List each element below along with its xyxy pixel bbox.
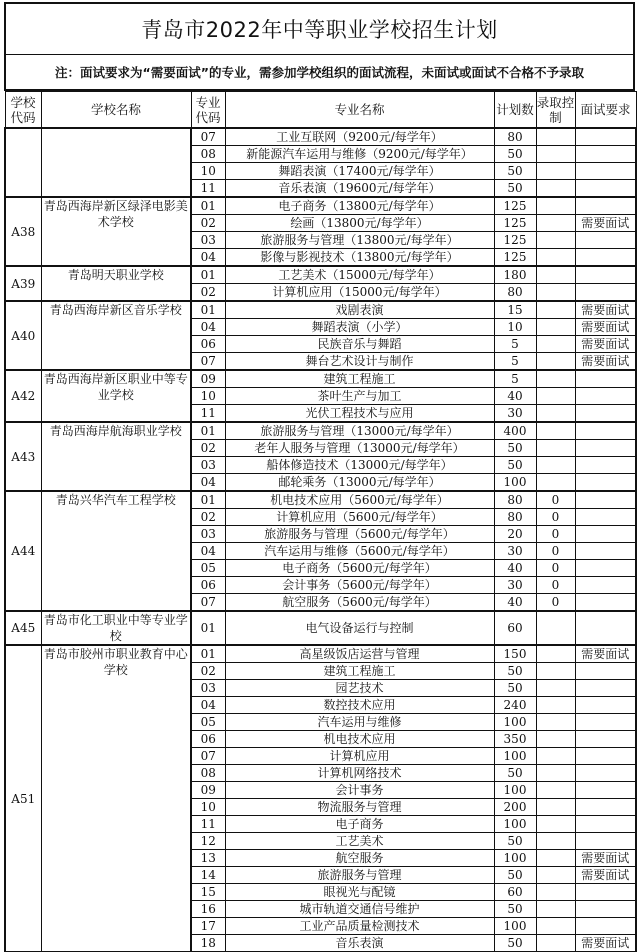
major-name-cell: 旅游服务与管理（13000元/每学年） [225, 422, 494, 440]
major-name-cell: 工业互联网（9200元/每学年） [225, 128, 494, 146]
admission-control-cell [536, 680, 575, 697]
major-name-cell: 电气设备运行与控制 [225, 611, 494, 645]
plan-count-cell: 30 [494, 577, 536, 594]
major-name-cell: 电子商务（5600元/每学年） [225, 560, 494, 577]
major-code-cell: 01 [191, 197, 225, 215]
school-name-cell: 青岛西海岸新区绿泽电影美术学校 [41, 197, 191, 266]
major-code-cell: 07 [191, 594, 225, 612]
interview-requirement-cell [575, 714, 636, 731]
interview-requirement-cell [575, 782, 636, 799]
major-name-cell: 机电技术应用 [225, 731, 494, 748]
interview-requirement-cell [575, 388, 636, 405]
major-code-cell: 01 [191, 266, 225, 284]
major-code-cell: 01 [191, 491, 225, 509]
admission-control-cell: 0 [536, 543, 575, 560]
plan-count-cell: 100 [494, 918, 536, 935]
major-name-cell: 计算机应用（5600元/每学年） [225, 509, 494, 526]
plan-count-cell: 125 [494, 249, 536, 267]
plan-count-cell: 40 [494, 594, 536, 612]
school-code-cell: A39 [5, 266, 41, 301]
header-school-code: 学校代码 [5, 92, 41, 129]
plan-count-cell: 350 [494, 731, 536, 748]
interview-requirement-cell: 需要面试 [575, 935, 636, 952]
major-name-cell: 物流服务与管理 [225, 799, 494, 816]
plan-count-cell: 100 [494, 850, 536, 867]
school-name-cell [41, 128, 191, 197]
admission-control-cell [536, 850, 575, 867]
interview-requirement-cell [575, 680, 636, 697]
interview-requirement-cell [575, 266, 636, 284]
plan-count-cell: 50 [494, 180, 536, 198]
interview-requirement-cell [575, 526, 636, 543]
plan-count-cell: 50 [494, 680, 536, 697]
major-code-cell: 02 [191, 440, 225, 457]
plan-count-cell: 180 [494, 266, 536, 284]
plan-count-cell: 100 [494, 748, 536, 765]
admission-control-cell [536, 645, 575, 663]
major-code-cell: 04 [191, 249, 225, 267]
major-code-cell: 10 [191, 799, 225, 816]
plan-count-cell: 30 [494, 543, 536, 560]
major-code-cell: 01 [191, 611, 225, 645]
major-name-cell: 工艺美术 [225, 833, 494, 850]
interview-requirement-cell [575, 731, 636, 748]
interview-requirement-cell [575, 457, 636, 474]
interview-requirement-cell [575, 491, 636, 509]
plan-count-cell: 240 [494, 697, 536, 714]
table-row [5, 128, 636, 146]
interview-requirement-cell: 需要面试 [575, 867, 636, 884]
interview-requirement-cell [575, 128, 636, 146]
interview-requirement-cell: 需要面试 [575, 301, 636, 319]
admission-control-cell [536, 474, 575, 492]
major-code-cell: 02 [191, 663, 225, 680]
table-body [5, 128, 636, 952]
admission-control-cell: 0 [536, 509, 575, 526]
major-name-cell: 计算机应用 [225, 748, 494, 765]
interview-requirement-cell [575, 611, 636, 645]
major-code-cell: 01 [191, 422, 225, 440]
major-code-cell: 04 [191, 697, 225, 714]
title-box [4, 2, 635, 55]
interview-requirement-cell [575, 249, 636, 267]
admission-control-cell [536, 284, 575, 302]
admission-control-cell [536, 180, 575, 198]
admission-control-cell [536, 405, 575, 423]
admission-control-cell [536, 370, 575, 388]
major-code-cell: 05 [191, 714, 225, 731]
plan-count-cell: 50 [494, 935, 536, 952]
interview-requirement-cell [575, 509, 636, 526]
table-row [5, 197, 636, 215]
plan-count-cell: 10 [494, 319, 536, 336]
interview-requirement-cell [575, 577, 636, 594]
major-code-cell: 07 [191, 128, 225, 146]
plan-count-cell: 150 [494, 645, 536, 663]
school-code-cell [5, 128, 41, 197]
interview-requirement-cell [575, 560, 636, 577]
plan-count-cell: 15 [494, 301, 536, 319]
admission-control-cell [536, 731, 575, 748]
major-code-cell: 09 [191, 782, 225, 799]
plan-count-cell: 30 [494, 405, 536, 423]
admission-control-cell [536, 765, 575, 782]
interview-requirement-cell [575, 163, 636, 180]
admission-control-cell [536, 782, 575, 799]
table-row [5, 491, 636, 509]
major-name-cell: 音乐表演（19600元/每学年） [225, 180, 494, 198]
admission-control-cell [536, 215, 575, 232]
interview-requirement-cell: 需要面试 [575, 850, 636, 867]
plan-count-cell: 50 [494, 867, 536, 884]
interview-requirement-cell [575, 197, 636, 215]
header-interview: 面试要求 [575, 92, 636, 129]
interview-requirement-cell: 需要面试 [575, 353, 636, 371]
plan-count-cell: 20 [494, 526, 536, 543]
plan-count-cell: 80 [494, 509, 536, 526]
major-code-cell: 10 [191, 388, 225, 405]
admission-control-cell [536, 353, 575, 371]
major-code-cell: 06 [191, 336, 225, 353]
table-row [5, 266, 636, 284]
admission-control-cell [536, 146, 575, 163]
major-name-cell: 电子商务 [225, 816, 494, 833]
major-name-cell: 高星级饭店运营与管理 [225, 645, 494, 663]
school-code-cell: A40 [5, 301, 41, 370]
interview-requirement-cell [575, 697, 636, 714]
interview-requirement-cell [575, 748, 636, 765]
major-code-cell: 03 [191, 232, 225, 249]
plan-count-cell: 125 [494, 215, 536, 232]
plan-count-cell: 5 [494, 353, 536, 371]
plan-count-cell: 50 [494, 663, 536, 680]
school-name-cell: 青岛西海岸新区职业中等专业学校 [41, 370, 191, 422]
major-name-cell: 数控技术应用 [225, 697, 494, 714]
major-name-cell: 航空服务 [225, 850, 494, 867]
school-name-cell: 青岛市化工职业中等专业学校 [41, 611, 191, 645]
major-code-cell: 04 [191, 543, 225, 560]
major-code-cell: 11 [191, 816, 225, 833]
admission-control-cell [536, 816, 575, 833]
major-name-cell: 绘画（13800元/每学年） [225, 215, 494, 232]
interview-requirement-cell [575, 799, 636, 816]
table-row [5, 645, 636, 663]
plan-count-cell: 50 [494, 765, 536, 782]
admission-control-cell [536, 232, 575, 249]
major-name-cell: 舞蹈表演（小学） [225, 319, 494, 336]
interview-requirement-cell: 需要面试 [575, 319, 636, 336]
school-code-cell: A42 [5, 370, 41, 422]
major-name-cell: 机电技术应用（5600元/每学年） [225, 491, 494, 509]
enrollment-table [4, 91, 637, 952]
major-name-cell: 汽车运用与维修 [225, 714, 494, 731]
major-name-cell: 计算机网络技术 [225, 765, 494, 782]
school-code-cell: A43 [5, 422, 41, 491]
plan-count-cell: 400 [494, 422, 536, 440]
interview-requirement-cell [575, 180, 636, 198]
major-code-cell: 10 [191, 163, 225, 180]
interview-requirement-cell: 需要面试 [575, 215, 636, 232]
plan-count-cell: 40 [494, 560, 536, 577]
major-code-cell: 11 [191, 405, 225, 423]
interview-requirement-cell [575, 594, 636, 612]
plan-count-cell: 60 [494, 611, 536, 645]
major-code-cell: 18 [191, 935, 225, 952]
major-name-cell: 航空服务（5600元/每学年） [225, 594, 494, 612]
interview-requirement-cell [575, 765, 636, 782]
school-code-cell: A45 [5, 611, 41, 645]
major-code-cell: 03 [191, 526, 225, 543]
plan-count-cell: 50 [494, 163, 536, 180]
major-name-cell: 建筑工程施工 [225, 663, 494, 680]
major-name-cell: 船体修造技术（13000元/每学年） [225, 457, 494, 474]
plan-count-cell: 5 [494, 336, 536, 353]
header-school-name: 学校名称 [41, 92, 191, 129]
table-row [5, 301, 636, 319]
admission-control-cell [536, 714, 575, 731]
major-code-cell: 15 [191, 884, 225, 901]
table-row [5, 370, 636, 388]
major-name-cell: 光伏工程技术与应用 [225, 405, 494, 423]
interview-note: 注：面试要求为“需要面试”的专业，需参加学校组织的面试流程，未面试或面试不合格不予录取 [55, 65, 584, 80]
admission-control-cell [536, 918, 575, 935]
major-name-cell: 旅游服务与管理（13800元/每学年） [225, 232, 494, 249]
interview-requirement-cell: 需要面试 [575, 645, 636, 663]
major-name-cell: 汽车运用与维修（5600元/每学年） [225, 543, 494, 560]
header-plan: 计划数 [494, 92, 536, 129]
major-name-cell: 邮轮乘务（13000元/每学年） [225, 474, 494, 492]
major-code-cell: 02 [191, 215, 225, 232]
major-name-cell: 工艺美术（15000元/每学年） [225, 266, 494, 284]
interview-requirement-cell [575, 543, 636, 560]
plan-count-cell: 5 [494, 370, 536, 388]
plan-count-cell: 200 [494, 799, 536, 816]
major-code-cell: 03 [191, 457, 225, 474]
plan-count-cell: 100 [494, 816, 536, 833]
major-name-cell: 会计事务（5600元/每学年） [225, 577, 494, 594]
interview-requirement-cell [575, 918, 636, 935]
interview-requirement-cell [575, 146, 636, 163]
major-code-cell: 04 [191, 319, 225, 336]
major-name-cell: 民族音乐与舞蹈 [225, 336, 494, 353]
plan-count-cell: 50 [494, 440, 536, 457]
note-box [4, 55, 635, 91]
interview-requirement-cell [575, 232, 636, 249]
major-code-cell: 06 [191, 577, 225, 594]
admission-control-cell: 0 [536, 526, 575, 543]
plan-count-cell: 50 [494, 833, 536, 850]
major-code-cell: 02 [191, 509, 225, 526]
major-name-cell: 老年人服务与管理（13000元/每学年） [225, 440, 494, 457]
admission-control-cell [536, 867, 575, 884]
school-name-cell: 青岛兴华汽车工程学校 [41, 491, 191, 611]
major-code-cell: 09 [191, 370, 225, 388]
plan-count-cell: 125 [494, 232, 536, 249]
admission-control-cell [536, 336, 575, 353]
admission-control-cell [536, 249, 575, 267]
major-name-cell: 会计事务 [225, 782, 494, 799]
admission-control-cell [536, 163, 575, 180]
admission-control-cell [536, 901, 575, 918]
header-major-name: 专业名称 [225, 92, 494, 129]
plan-count-cell: 50 [494, 457, 536, 474]
major-code-cell: 07 [191, 748, 225, 765]
admission-control-cell [536, 319, 575, 336]
header-major-code: 专业代码 [191, 92, 225, 129]
plan-count-cell: 100 [494, 782, 536, 799]
major-code-cell: 14 [191, 867, 225, 884]
school-code-cell: A51 [5, 645, 41, 952]
major-code-cell: 12 [191, 833, 225, 850]
interview-requirement-cell: 需要面试 [575, 336, 636, 353]
major-code-cell: 03 [191, 680, 225, 697]
interview-requirement-cell [575, 474, 636, 492]
major-name-cell: 眼视光与配镜 [225, 884, 494, 901]
plan-count-cell: 40 [494, 388, 536, 405]
admission-control-cell: 0 [536, 491, 575, 509]
interview-requirement-cell [575, 440, 636, 457]
admission-control-cell [536, 833, 575, 850]
admission-control-cell [536, 128, 575, 146]
admission-control-cell [536, 301, 575, 319]
major-code-cell: 05 [191, 560, 225, 577]
admission-control-cell [536, 197, 575, 215]
major-name-cell: 新能源汽车运用与维修（9200元/每学年） [225, 146, 494, 163]
school-name-cell: 青岛西海岸新区音乐学校 [41, 301, 191, 370]
admission-control-cell [536, 440, 575, 457]
interview-requirement-cell [575, 833, 636, 850]
interview-requirement-cell [575, 284, 636, 302]
admission-control-cell [536, 457, 575, 474]
major-name-cell: 旅游服务与管理（5600元/每学年） [225, 526, 494, 543]
major-name-cell: 舞台艺术设计与制作 [225, 353, 494, 371]
major-name-cell: 茶叶生产与加工 [225, 388, 494, 405]
major-code-cell: 08 [191, 146, 225, 163]
major-code-cell: 01 [191, 645, 225, 663]
interview-requirement-cell [575, 901, 636, 918]
plan-count-cell: 100 [494, 474, 536, 492]
major-code-cell: 02 [191, 284, 225, 302]
admission-control-cell [536, 663, 575, 680]
admission-control-cell [536, 697, 575, 714]
admission-control-cell [536, 266, 575, 284]
major-code-cell: 17 [191, 918, 225, 935]
table-row [5, 611, 636, 645]
enrollment-plan-sheet [4, 2, 635, 952]
school-name-cell: 青岛明天职业学校 [41, 266, 191, 301]
plan-count-cell: 100 [494, 714, 536, 731]
major-name-cell: 舞蹈表演（17400元/每学年） [225, 163, 494, 180]
major-name-cell: 计算机应用（15000元/每学年） [225, 284, 494, 302]
major-code-cell: 07 [191, 353, 225, 371]
plan-count-cell: 50 [494, 146, 536, 163]
admission-control-cell [536, 799, 575, 816]
school-name-cell: 青岛西海岸航海职业学校 [41, 422, 191, 491]
plan-count-cell: 125 [494, 197, 536, 215]
school-code-cell: A38 [5, 197, 41, 266]
admission-control-cell [536, 388, 575, 405]
major-code-cell: 13 [191, 850, 225, 867]
major-name-cell: 建筑工程施工 [225, 370, 494, 388]
major-name-cell: 音乐表演 [225, 935, 494, 952]
major-name-cell: 旅游服务与管理 [225, 867, 494, 884]
major-code-cell: 04 [191, 474, 225, 492]
admission-control-cell: 0 [536, 577, 575, 594]
header-admission-control: 录取控制 [536, 92, 575, 129]
major-code-cell: 11 [191, 180, 225, 198]
plan-count-cell: 80 [494, 491, 536, 509]
plan-count-cell: 80 [494, 128, 536, 146]
interview-requirement-cell [575, 816, 636, 833]
major-name-cell: 影像与影视技术（13800元/每学年） [225, 249, 494, 267]
major-code-cell: 08 [191, 765, 225, 782]
plan-count-cell: 80 [494, 284, 536, 302]
interview-requirement-cell [575, 884, 636, 901]
interview-requirement-cell [575, 370, 636, 388]
admission-control-cell [536, 422, 575, 440]
admission-control-cell: 0 [536, 594, 575, 612]
major-name-cell: 工业产品质量检测技术 [225, 918, 494, 935]
major-name-cell: 戏剧表演 [225, 301, 494, 319]
plan-count-cell: 50 [494, 901, 536, 918]
major-name-cell: 园艺技术 [225, 680, 494, 697]
interview-requirement-cell [575, 663, 636, 680]
admission-control-cell [536, 748, 575, 765]
header-row [5, 92, 636, 129]
interview-requirement-cell [575, 422, 636, 440]
major-code-cell: 06 [191, 731, 225, 748]
major-name-cell: 电子商务（13800元/每学年） [225, 197, 494, 215]
admission-control-cell: 0 [536, 560, 575, 577]
major-code-cell: 01 [191, 301, 225, 319]
table-row [5, 422, 636, 440]
interview-requirement-cell [575, 405, 636, 423]
plan-count-cell: 60 [494, 884, 536, 901]
admission-control-cell [536, 611, 575, 645]
major-name-cell: 城市轨道交通信号维护 [225, 901, 494, 918]
school-name-cell: 青岛市胶州市职业教育中心学校 [41, 645, 191, 952]
page-title: 青岛市2022年中等职业学校招生计划 [141, 18, 498, 42]
major-code-cell: 16 [191, 901, 225, 918]
admission-control-cell [536, 884, 575, 901]
school-code-cell: A44 [5, 491, 41, 611]
